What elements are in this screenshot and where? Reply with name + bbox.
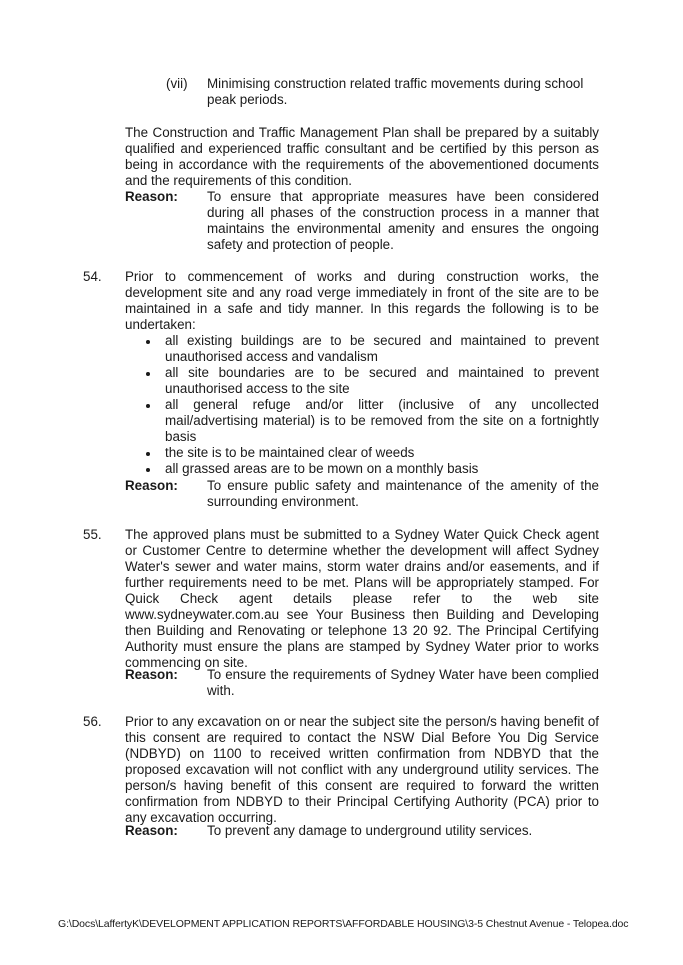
bullet-icon <box>146 468 150 472</box>
reason-text: To prevent any damage to underground utility services. <box>207 823 533 838</box>
bullet-icon <box>146 404 150 408</box>
condition-number-55: 55. <box>83 527 102 542</box>
condition-54-text: Prior to commencement of works and during construction works, the development site and any road verge immediately in front of the site are to be maintained in a safe and tidy manner. In this regards the following is to be undertaken: <box>125 269 599 332</box>
bullet-icon <box>146 372 150 376</box>
bullet-icon <box>146 340 150 344</box>
condition-56-text: Prior to any excavation on or near the subject site the person/s having benefit of this consent are required to contact the NSW Dial Before You Dig Service (NDBYD) on 1100 to received written confirmation from NDBYD that the proposed excavation will not conflict with any underground utility services. The person/s having benefit of this consent are required to forward the written confirmation from NDBYD to their Principal Certifying Authority (PCA) prior to any excavation occurring. <box>125 714 599 825</box>
condition-55-text: The approved plans must be submitted to a Sydney Water Quick Check agent or Customer Centre to determine whether the development will affect Sydney Water's sewer and water mains, storm water drains and/or easements, and if further requirements need to be met. Plans will be appropriately stamped. For Quick Check agent details please refer to the web site www.sydneywater.com.au see Your Business then Building and Developing then Building and Renovating or telephone 13 20 92. The Principal Certifying Authority must ensure the plans are stamped by Sydney Water prior to works commencing on site. <box>125 527 599 670</box>
reason-text: To ensure that appropriate measures have been considered during all phases of the construction process in a manner that maintains the environmental amenity and ensures the ongoing safety and protection of people. <box>207 189 599 252</box>
reason-label: Reason: <box>125 823 178 838</box>
list-item: all site boundaries are to be secured and maintained to prevent unauthorised access to the site <box>165 365 599 396</box>
list-marker-vii: (vii) <box>166 76 188 91</box>
reason-label: Reason: <box>125 667 178 682</box>
condition-number-56: 56. <box>83 714 102 729</box>
footer-file-path: G:\Docs\LaffertyK\DEVELOPMENT APPLICATION REPORTS\AFFORDABLE HOUSING\3-5 Chestnut Avenue - Telopea.doc <box>58 918 629 930</box>
reason-text: To ensure the requirements of Sydney Water have been complied with. <box>207 667 599 698</box>
bullet-icon <box>146 452 150 456</box>
list-item: all existing buildings are to be secured and maintained to prevent unauthorised access and vandalism <box>165 333 599 364</box>
reason-label: Reason: <box>125 478 178 493</box>
reason-label: Reason: <box>125 189 178 204</box>
list-item-vii-text: Minimising construction related traffic movements during school peak periods. <box>207 76 584 107</box>
ctmp-paragraph: The Construction and Traffic Management Plan shall be prepared by a suitably qualified and experienced traffic consultant and be certified by this person as being in accordance with the requirements of the abovementioned documents and the requirements of this condition. <box>125 125 599 188</box>
list-item: all grassed areas are to be mown on a monthly basis <box>165 461 479 476</box>
list-item: the site is to be maintained clear of weeds <box>165 445 415 460</box>
list-item: all general refuge and/or litter (inclusive of any uncollected mail/advertising material) is to be removed from the site on a fortnightly basis <box>165 397 599 444</box>
condition-number-54: 54. <box>83 269 102 284</box>
reason-text: To ensure public safety and maintenance of the amenity of the surrounding environment. <box>207 478 599 509</box>
